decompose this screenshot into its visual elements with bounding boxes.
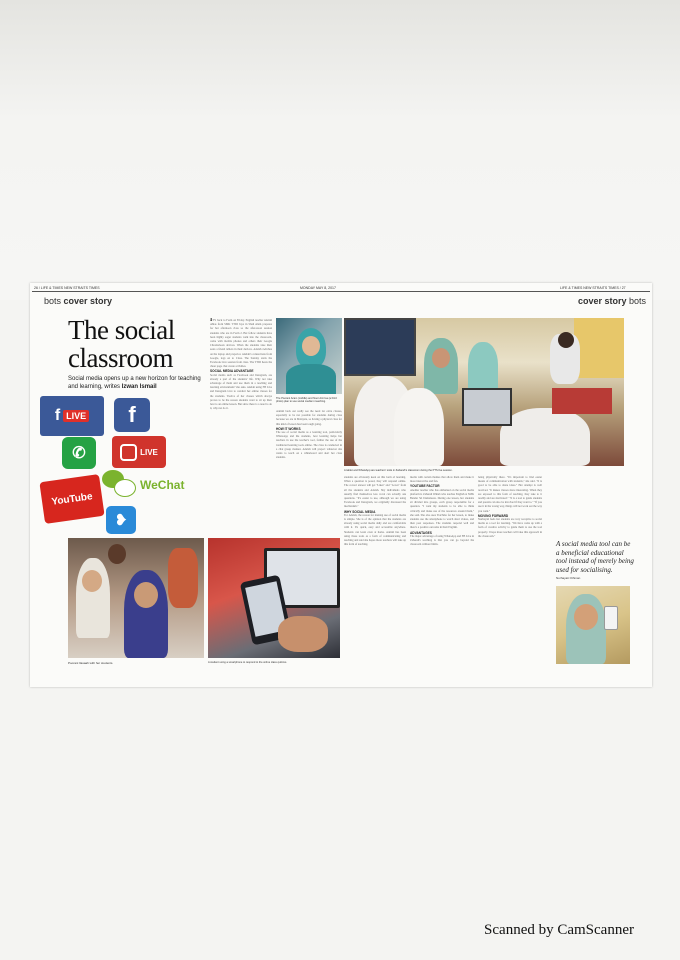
teacher-portrait-photo [276,318,342,394]
subhead-moving-forward: MOVING FORWARD [478,513,509,518]
subhead-social-media-advantage: SOCIAL MEDIA ADVANTAGE [210,369,254,374]
byline: Izwan Ismail [121,383,157,390]
smartphone-photo-caption: A student using a smartphone to respond to the online class quizzes. [208,661,288,664]
subhead-how-it-works: HOW IT WORKS [276,426,301,431]
smartphone-photo [208,538,340,658]
left-text-column-1: IT'S back to Form on Friday. English teacher Adelah Ahlas from SMK TTDI Jaya in Shah Alam prepares for her afternoon class so the after-noon session students who are in Form 2. Her fellow students have been highly eager students walk into the classroom, come with mobile phones and others their Google Chromebook devices. When the students take their seats a friend tablets in their devices. Adelah switches on the laptop and projector. Adelah's connections from Google, logs on to Class. The Sunday starts the Facebook Live session from class. The TTDI hears the cheer page chat create activities. SOCIAL MEDIA ADVANTAGE Social media such as Facebook and Instagram, are already a part of the students' life. Why not take advantage of them and use them in a teaching and learning environment? she asks. Adelah using FB Live and Instagram Live to conduct her online classes for the students. Twelve of her classes which always proves to be the reason students want to sit up their best to an online lesson. But since there is a need to do it, why not do it. [210,318,272,411]
teacher-phone-photo [556,586,630,664]
scanner-watermark: Scanned by CamScanner [484,922,634,938]
standfirst-text: Social media opens up a new horizon for teaching and learning, writes [68,376,201,390]
facebook-live-icon: f LIVE [40,396,104,436]
left-running-head: 26 / LIFE & TIMES NEW STRAITS TIMES [34,286,100,290]
center-running-head: MONDAY MAY 8, 2017 [300,286,336,290]
wechat-label: WeChat [140,478,185,492]
right-kicker [578,296,646,306]
scanner-background [0,0,680,300]
standfirst [68,376,208,391]
facebook-icon: f [114,398,150,432]
instagram-live-icon: LIVE [112,436,166,468]
students-photo-caption: Poorani Ilasaah with her students. [68,661,114,665]
kicker-light: bots [44,296,62,306]
kicker-bold: cover story [63,296,113,306]
headline-line-2: classroom [68,343,173,373]
subhead-youtube-factor: YOUTUBE FACTOR [410,484,440,489]
students-group-photo [68,538,204,658]
headline [68,316,175,372]
portrait-caption: The Poorani Azam (middle) and Noor Aini Isa (a third photo) plan to use social media in teaching. [276,397,337,403]
right-running-head: LIFE & TIMES NEW STRAITS TIMES / 27 [560,286,626,290]
subhead-why-social-media: WHY SOCIAL MEDIA [344,509,376,514]
pullquote-attribution: Nurhayati Othman [556,576,581,580]
right-text-column-3: being physically there. "It's important to find easier means of communication with students," she said. "It is good to be able to share ideas." Her attempt is well received. "It makes classes more interesting. When they are exposed to this form of teaching, they take to it readily and are motivated." "It is a tool to guide students and parents can also be involved if they want to." "If you use it in the wrong way, things will not work out the way you want." MOVING FORWARD Nurhayati feels her students are very receptive to social media as a tool for learning. "We have come up with a form of creative activity to guide them to use the tool properly. I hope more teachers will take this approach in the classroom." [478,476,542,538]
right-kicker-light: bots [629,296,647,306]
right-text-column-2: media with certain themes that allow them and make it more interactive and fun. YOUTUBE FACTOR Another teacher who has embarked on the social media platform is Zaharah Wahab who teaches English at SMK Bandar Sri Damansara. During one lesson, her students sit divided into groups, each group responsible for a question. "I want my students to be able to think critically and make use of the resources around them," she said. She also uses YouTube for her lesson, to make students use the smartphone to watch short videos, and then post responses. The students respond well and there's a positive outcome in their English. ADVANTAGES The major advantage of using WhatsApp and FB Live in Zaharah's teaching is that you can go beyond the classroom without limits. [410,476,474,547]
pullquote: A social media tool can be a beneficial educational tool instead of merely being used for socialising. [556,540,634,574]
classroom-main-photo [344,318,624,466]
twitter-icon: ❥ [106,506,136,534]
left-kicker [44,296,112,306]
right-kicker-bold: cover story [578,296,627,306]
wechat-bubble-icon [102,470,136,500]
header-rule [32,291,650,292]
classroom-photo-caption: A tablet and WhatsApp are teachers' tools in Zaharah's classroom during the PTS live session. [344,469,453,472]
youtube-icon: YouTube [39,474,104,524]
subhead-advantages: ADVANTAGES [410,530,432,535]
whatsapp-icon: ✆ [62,437,96,469]
right-text-column-1: students are obviously keen on this form of learning. When a question is posed, they will respond online. The correct answer will get "Likes" and "Loves" from all the students and Adelah. Shy individuals who usually find themselves less vocal can actually ask questions. "It's easier to use, although we are using Facebook and Instagram, we originally discussed the mechanism." WHY SOCIAL MEDIA For Adelah, the reason for making use of social media is simple. She is of the opinion that the students are already using social media daily and are comfortable with it. It's quick, easy and accessible anywhere. Students can learn even at home. Adelah has been using these tools as a form of communicating and teaching and said she hopes more teachers will take up this form of teaching. [344,476,406,547]
left-text-column-2: Adelah back out really see the need for extra classes, especially to be not possible for students during class because we are in Malaysia, so having a physical class for this kind of lesson has been tough going. HOW IT WORKS The use of social media as a learning tool, particularly WhatsApp and the students, best learning helps her teachers in use the teacher's tool, farther the use of the traditional learning tools online. The class is conducted in a chat group manner. Adelah will project whatever she wants to teach on a whiteboard and alert her class students. [276,410,342,460]
headline-line-1: The social [68,315,175,345]
